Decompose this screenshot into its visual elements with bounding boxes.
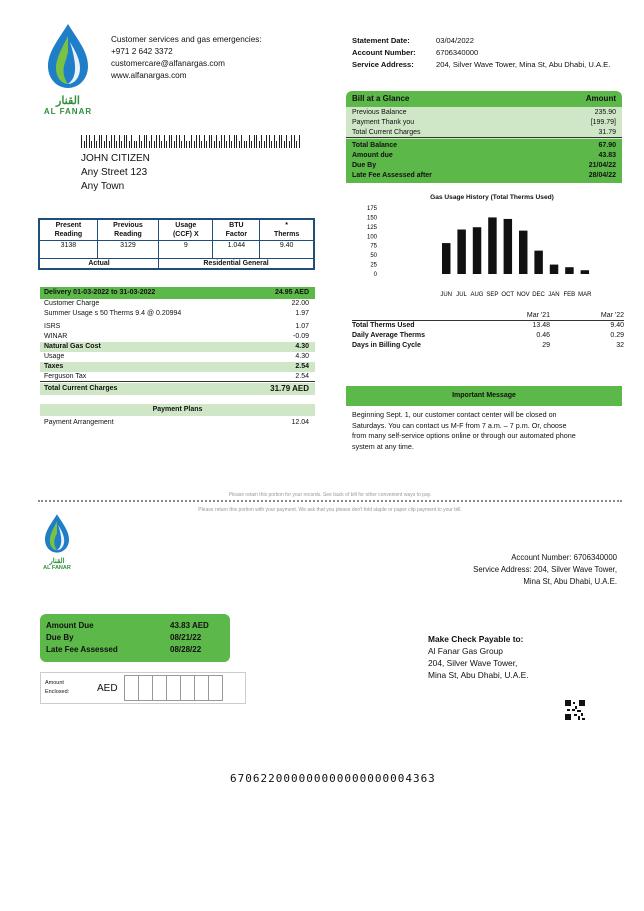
taxes-value: 2.54 [295,363,309,370]
glance-line-value: 31.79 [598,129,616,136]
contact-line: Customer services and gas emergencies: [111,35,262,44]
charge-label: Customer Charge [44,300,100,307]
x-tick-label: NOV [516,292,530,298]
compare-b: 9.40 [610,322,624,329]
x-tick-label: JAN [548,292,560,298]
barcode-bar [86,135,87,148]
glance-header [346,91,622,107]
usage-bar [550,265,558,274]
enclosed-label-1: Amount [45,680,64,686]
usage-bar [504,219,512,274]
barcode-bar [211,135,212,148]
charge-line [40,322,315,332]
barcode-bar [134,141,135,148]
glance-total-label: Late Fee Assessed after [352,172,432,179]
barcode-bar [96,141,97,148]
x-tick-label: JUN [440,292,452,298]
barcode-bar [226,141,227,148]
barcode-bar [269,135,270,148]
payable-line-1: Al Fanar Gas Group [428,646,503,656]
statement-date-label: Statement Date: [352,36,410,45]
customer-address [81,152,150,194]
glance-title: Bill at a Glance [352,94,410,103]
barcode-bar [104,141,105,148]
ferguson-value: 2.54 [295,373,309,380]
amount-due-label: Amount Due [46,621,94,630]
account-number-label: Account Number: [352,48,416,57]
barcode-bar [266,135,267,148]
contact-info [111,34,262,82]
usage-bar [457,229,465,274]
important-message-body: Beginning Sept. 1, our customer contact center will be closed on Saturdays. You can contact us M-F from 7 a.m. – 7 p.m. Or, choose from many self-service options online or through our automated phone system at any time. [352,410,576,451]
compare-label: Days in Billing Cycle [352,342,421,349]
payable-title: Make Check Payable to: [428,634,524,644]
amount-due-row [40,620,230,632]
taxes-line [40,362,315,372]
stub-logo [40,513,74,571]
meter-reading-table [38,218,315,270]
col-therms: * Therms [260,220,314,241]
barcode-bar [286,135,287,148]
account-number: 6706340000 [436,48,479,57]
contact-phone: +971 2 642 3372 [111,47,173,56]
y-tick-label: 75 [370,243,377,250]
charge-value: -0.09 [293,333,309,340]
glance-amount-header: Amount [585,94,616,103]
barcode-bar [114,135,115,148]
important-message-header: Important Message [346,386,622,406]
barcode-bar [276,141,277,148]
barcode-bar [191,135,192,148]
glance-total-label: Total Balance [352,142,397,149]
barcode-bar [224,135,225,148]
stub-address-2: Mina St, Abu Dhabi, U.A.E. [523,577,617,586]
col-present: Present Reading [40,220,98,241]
ferguson-tax-line [40,372,315,382]
barcode-bar [244,141,245,148]
charge-label: Summer Usage s 50 Therms 9.4 @ 0.20994 [44,310,182,317]
barcode-bar [219,141,220,148]
charges-section [40,287,315,428]
barcode-bar [186,141,187,148]
compare-row [352,321,624,331]
compare-col1: Mar '21 [526,312,550,319]
barcode-bar [184,135,185,148]
payment-plans-header: Payment Plans [40,404,315,416]
barcode-bar [166,141,167,148]
barcode-bar [171,135,172,148]
payable-line-3: Mina St, Abu Dhabi, U.A.E. [428,670,529,680]
barcode-bar [209,135,210,148]
natural-gas-cost [40,342,315,352]
charge-value: 1.97 [295,310,309,317]
charge-value: 1.07 [295,323,309,330]
barcode-bar [281,135,282,148]
present-reading: 3138 [40,241,98,259]
stub-address-1: Service Address: 204, Silver Wave Tower, [473,565,617,574]
x-tick-label: OCT [501,292,515,298]
usage-line [40,352,315,362]
glance-line-label: Payment Thank you [352,119,415,126]
charge-value: 22.00 [291,300,309,307]
y-tick-label: 25 [370,262,377,269]
compare-label: Total Therms Used [352,322,415,329]
amount-enclosed-input[interactable] [124,675,222,701]
qr-code-icon [565,700,585,720]
col-btu: BTU Factor [213,220,260,241]
barcode-bar [91,141,92,148]
barcode-bar [204,135,205,148]
rate-class: Residential General [159,259,314,269]
barcode-bar [239,141,240,148]
due-by-row [40,632,230,644]
barcode-bar [274,135,275,148]
barcode-bar [111,135,112,148]
scan-line-code: 670622000000000000000004363 [230,772,436,785]
col-usage: Usage (CCF) X [159,220,213,241]
barcode-bar [126,135,127,148]
glance-line-label: Total Current Charges [352,129,421,136]
barcode-bar [139,135,140,148]
usage-ccf: 9 [159,241,213,259]
usage-bar [442,243,450,274]
compare-col2: Mar '22 [600,312,624,319]
glance-total-value: 21/04/22 [588,162,616,169]
barcode-bar [146,135,147,148]
barcode-bar [199,135,200,148]
barcode-bar [259,141,260,148]
usage-history-chart [352,192,614,300]
charge-label: ISRS [44,323,61,330]
glance-total [346,171,622,181]
delivery-label: Delivery 01-03-2022 to 31-03-2022 [44,289,156,296]
x-tick-label: JUL [456,292,467,298]
barcode-bar [289,141,290,148]
y-tick-label: 50 [370,253,377,260]
glance-total [346,141,622,151]
barcode-bar [231,141,232,148]
barcode-bar [169,135,170,148]
x-tick-label: DEC [532,292,545,298]
barcode-bar [214,141,215,148]
glance-total-value: 43.83 [598,152,616,159]
x-tick-label: AUG [470,292,484,298]
arrangement-label: Payment Arrangement [44,419,114,426]
col-previous: Previous Reading [97,220,158,241]
barcode-bar [124,135,125,148]
stub-brand-name: AL FANAR [43,565,71,571]
late-fee-value: 08/28/22 [170,645,202,654]
delivery-value: 24.95 AED [275,289,309,296]
barcode-bar [221,135,222,148]
glance-line [346,128,622,138]
compare-b: 0.29 [610,332,624,339]
compare-row [352,341,624,351]
barcode-bar [249,135,250,148]
flame-drop-icon [40,22,96,92]
barcode-bar [196,135,197,148]
compare-header [352,311,624,321]
usage-label: Usage [44,353,65,360]
glance-line-label: Previous Balance [352,109,407,116]
barcode-bar [159,135,160,148]
glance-total-label: Amount due [352,152,393,159]
y-tick-label: 0 [373,272,377,278]
total-current-charges [40,383,315,395]
glance-total-value: 67.90 [598,142,616,149]
delivery-header [40,287,315,299]
barcode-bar [101,135,102,148]
late-fee-row [40,644,230,656]
usage-bar [488,217,496,274]
service-address-label: Service Address: [352,60,414,69]
perforation-line [38,500,622,502]
usage-bar [581,270,589,274]
barcode-bar [216,135,217,148]
brand-name: AL FANAR [43,107,93,116]
barcode-bar [164,135,165,148]
chart-svg [352,192,614,300]
barcode-bar [154,141,155,148]
contact-email: customercare@alfanargas.com [111,59,225,68]
y-tick-label: 175 [366,206,377,212]
payment-arrangement [40,418,315,428]
compare-row [352,331,624,341]
customer-street: Any Street 123 [81,167,148,178]
stub-account-info [473,552,617,588]
glance-total-value: 28/04/22 [588,172,616,179]
amount-due-box [40,614,230,662]
barcode-bar [81,135,82,148]
arrangement-value: 12.04 [291,419,309,426]
barcode-bar [119,135,120,148]
total-charges-value: 31.79 AED [270,384,309,393]
barcode-bar [136,141,137,148]
glance-line-value: 235.90 [594,109,616,116]
enclosed-label-2: Enclosed: [45,689,70,695]
barcode-bar [131,135,132,148]
charge-label: WINAR [44,333,68,340]
barcode-bar [264,141,265,148]
compare-b: 32 [616,342,624,349]
barcode-bar [234,135,235,148]
compare-label: Daily Average Therms [352,332,426,339]
compare-a: 13.48 [532,322,550,329]
barcode-bar [254,135,255,148]
barcode-bar [271,141,272,148]
glance-total-label: Due By [352,162,377,169]
barcode-bar [261,135,262,148]
barcode-bar [129,141,130,148]
therms-value: 9.40 [260,241,314,259]
brand-arabic: القنار [56,95,80,107]
flame-drop-icon [40,513,74,555]
customer-name: JOHN CITIZEN [81,153,150,164]
late-fee-label: Late Fee Assessed [46,645,118,654]
barcode-bar [141,141,142,148]
barcode-bar [161,141,162,148]
barcode-bar [299,135,300,148]
taxes-label: Taxes [44,363,64,370]
retain-notice: Please retain this portion for your records. See back of bill for other convenient ways to pay. [228,492,432,498]
glance-total [346,161,622,171]
service-address: 204, Silver Wave Tower, Mina St, Abu Dhabi, U.A.E. [436,60,611,69]
stub-account-number: Account Number: 6706340000 [511,553,617,562]
due-by-label: Due By [46,633,74,642]
y-tick-label: 150 [366,215,377,222]
return-notice: Please return this portion with your payment. We ask that you please don't fold staple or paper clip payment to your bill. [198,507,462,513]
btu-factor: 1.044 [213,241,260,259]
barcode-bar [294,135,295,148]
statement-info [352,35,610,71]
charge-line [40,332,315,342]
amount-enclosed [40,672,246,704]
charge-line [40,309,315,319]
barcode-bar [246,141,247,148]
barcode-bar [284,141,285,148]
amount-due-value: 43.83 AED [170,621,209,630]
stub-brand-arabic: القنار [49,558,65,565]
barcode-bar [194,141,195,148]
barcode-bar [181,141,182,148]
barcode-bar [201,141,202,148]
usage-bar [473,227,481,274]
compare-a: 29 [542,342,550,349]
payable-to [428,633,529,681]
brand-logo [40,22,96,116]
ferguson-label: Ferguson Tax [44,373,87,380]
natural-gas-label: Natural Gas Cost [44,343,101,350]
x-tick-label: MAR [578,292,592,298]
customer-town: Any Town [81,181,125,192]
reading-type: Actual [40,259,159,269]
statement-date: 03/04/2022 [436,36,475,45]
usage-bar [519,231,527,274]
barcode-bar [176,135,177,148]
barcode-bar [279,135,280,148]
previous-reading: 3129 [97,241,158,259]
barcode-bar [156,135,157,148]
barcode-bar [94,135,95,148]
x-tick-label: SEP [486,292,499,298]
barcode-bar [229,135,230,148]
glance-total [346,151,622,161]
barcode-bar [149,141,150,148]
barcode-bar [109,141,110,148]
y-tick-label: 100 [366,234,377,241]
bill-at-a-glance [346,91,622,183]
barcode-bar [296,141,297,148]
usage-value: 4.30 [295,353,309,360]
x-tick-label: FEB [563,292,576,298]
barcode-bar [241,135,242,148]
barcode-bar [236,135,237,148]
barcode-bar [151,135,152,148]
due-by-value: 08/21/22 [170,633,202,642]
chart-title: Gas Usage History (Total Therms Used) [430,194,554,201]
barcode-bar [179,135,180,148]
glance-line [346,118,622,128]
barcode-bar [189,141,190,148]
natural-gas-value: 4.30 [295,343,309,350]
glance-line [346,108,622,118]
total-charges-label: Total Current Charges [44,385,118,392]
barcode-bar [84,141,85,148]
barcode-bar [89,135,90,148]
barcode-bar [206,141,207,148]
glance-line-value: [199.79] [590,119,616,126]
barcode-bar [144,135,145,148]
barcode-bar [174,141,175,148]
barcode-bar [99,135,100,148]
y-tick-label: 125 [366,224,377,231]
barcode-bar [116,141,117,148]
usage-bar [565,267,573,274]
compare-a: 0.46 [536,332,550,339]
barcode-bar [106,135,107,148]
barcode-bar [251,141,252,148]
barcode-bar [291,135,292,148]
barcode-bar [121,141,122,148]
usage-comparison [352,311,624,351]
payable-line-2: 204, Silver Wave Tower, [428,658,518,668]
enclosed-currency: AED [97,682,118,694]
charge-line [40,299,315,309]
barcode-bar [256,135,257,148]
postal-barcode [81,134,301,148]
contact-web: www.alfanargas.com [111,71,187,80]
usage-bar [534,251,542,274]
